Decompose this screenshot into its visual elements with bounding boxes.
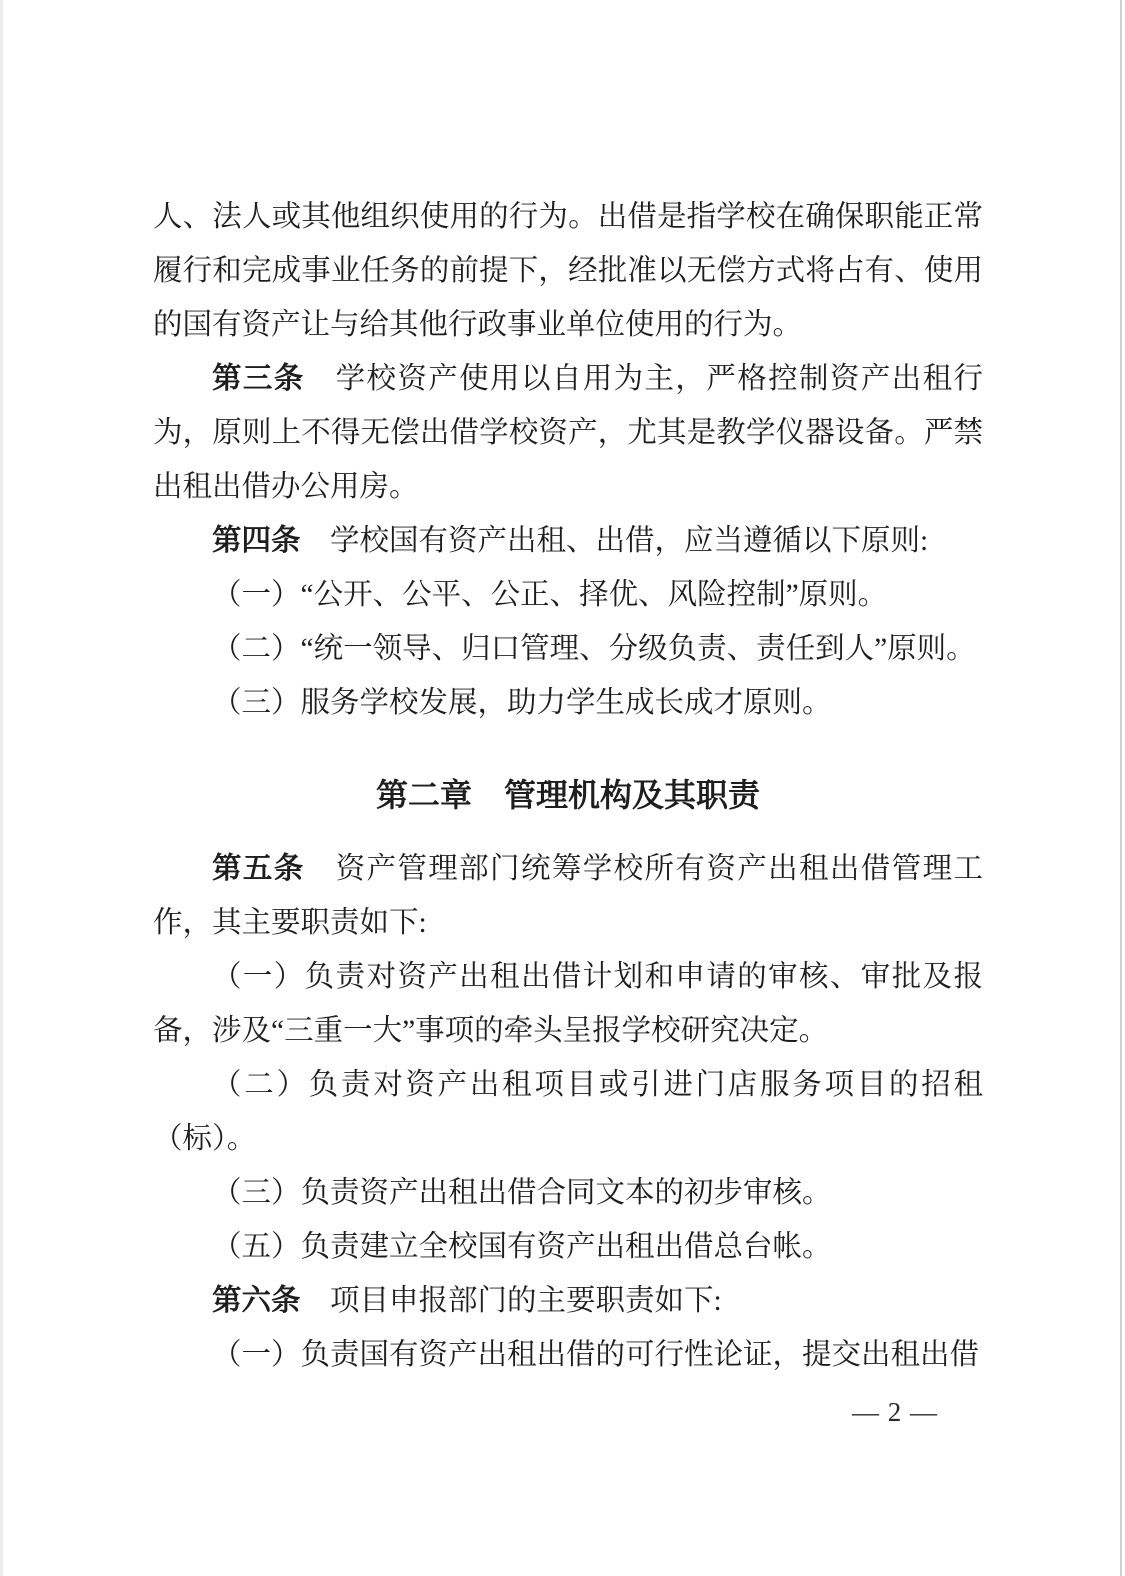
article-5-item-2 [153,1058,983,1166]
bold-run: 第三条 [212,363,305,395]
text-run: 项目申报部门的主要职责如下: [300,1285,722,1317]
article-3 [153,352,983,514]
text-run: （一）负责对资产出租出借计划和申请的审核、审批及报备，涉及“三重一大”事项的牵头呈报学校研究决定。 [153,961,983,1047]
scan-edge-left [0,0,3,1576]
text-run: （二）“统一领导、归口管理、分级负责、责任到人”原则。 [212,633,976,665]
chapter-heading [153,768,983,822]
text-run: （三）服务学校发展，助力学生成长成才原则。 [212,687,832,719]
text-run: 人、法人或其他组织使用的行为。出借是指学校在确保职能正常履行和完成事业任务的前提下，经批准以无偿方式将占有、使用的国有资产让与给其他行政事业单位使用的行为。 [153,201,983,341]
text-run: 资产管理部门统筹学校所有资产出租出借管理工作，其主要职责如下: [153,853,983,939]
bold-run: 第六条 [212,1285,301,1317]
article-5-item-5 [153,1220,983,1274]
article-5-item-3 [153,1166,983,1220]
bold-run: 第四条 [212,525,301,557]
article-4 [153,514,983,568]
page-number: — 2 — [852,1397,938,1427]
text-run: （三）负责资产出租出借合同文本的初步审核。 [212,1177,832,1209]
text-run: （二）负责对资产出租项目或引进门店服务项目的招租（标）。 [153,1069,983,1155]
article-4-item-3 [153,676,983,730]
text-run: （一）“公开、公平、公正、择优、风险控制”原则。 [212,579,888,611]
text-run: （一）负责国有资产出租出借的可行性论证，提交出租出借 [212,1339,980,1371]
article-5 [153,842,983,950]
article-6 [153,1274,983,1328]
article-5-item-1 [153,950,983,1058]
article-6-item-1 [153,1328,983,1382]
text-run: 学校国有资产出租、出借，应当遵循以下原则: [300,525,929,557]
paragraph-continuation [153,190,983,352]
text-run: （五）负责建立全校国有资产出租出借总台帐。 [212,1231,832,1263]
bold-run: 第二章 管理机构及其职责 [375,777,760,813]
text-run: 学校资产使用以自用为主，严格控制资产出租行为，原则上不得无偿出借学校资产，尤其是教学仪器设备。严禁出租出借办公用房。 [153,363,983,503]
document-body [153,190,983,1382]
bold-run: 第五条 [212,853,305,885]
article-4-item-1 [153,568,983,622]
article-4-item-2 [153,622,983,676]
scan-edge-right [1120,0,1122,1576]
